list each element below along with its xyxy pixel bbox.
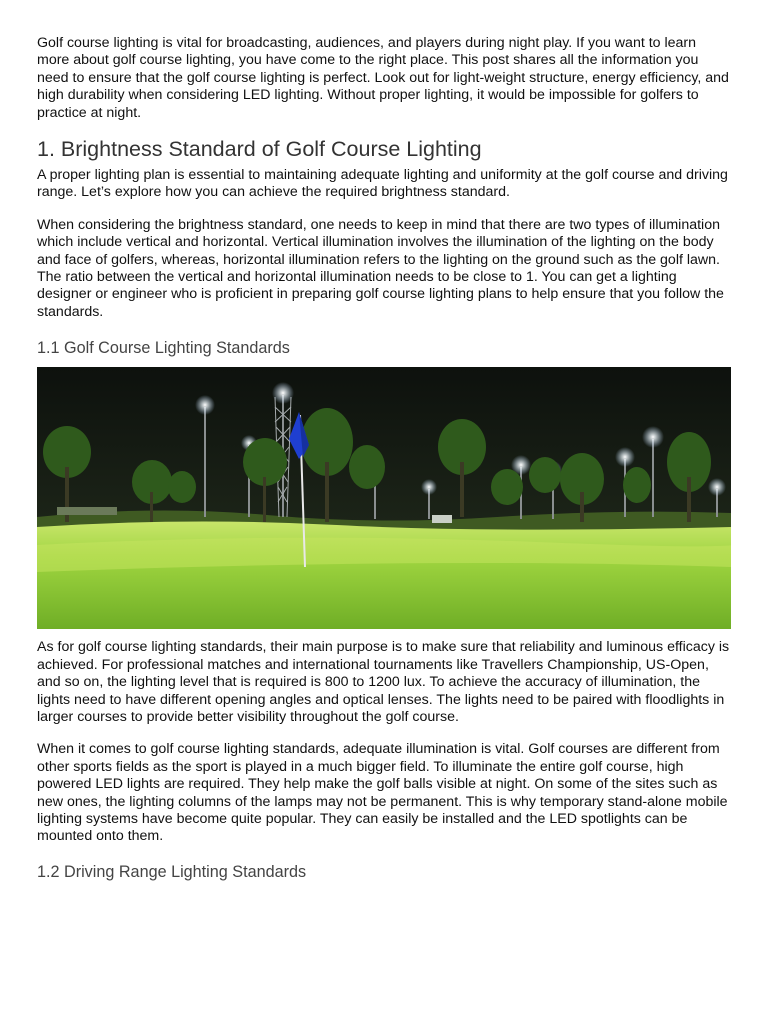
intro-paragraph: Golf course lighting is vital for broadcasting, audiences, and players during night play. If you want to learn more about golf course lighting, you have come to the right place. This post shares all the information you need to ensure that the golf course lighting is perfect. Look out for light-weight structure, energy efficiency, and high durability when considering LED lighting. Without proper lighting, it would be impossible for golfers to practice at night.: [37, 35, 729, 121]
section-1-paragraph-2: When considering the brightness standard, one needs to keep in mind that there are two types of illumination which include vertical and horizontal. Vertical illumination involves the illumination of the lighting on the body and face of golfers, whereas, horizontal illumination refers to the lighting on the ground such as the golf lawn. The ratio between the vertical and horizontal illumination needs to be close to 1. You can get a lighting designer or engineer who is proficient in preparing golf course lighting plans to help ensure that you follow the standards.: [37, 216, 724, 320]
section-1-1-paragraph-2: When it comes to golf course lighting standards, adequate illumination is vital. Golf courses are different from other sports fields as the sport is played in a much bigger field. To illuminate the entire golf course, high powered LED lights are required. They help make the golf balls visible at night. On some of the sites such as new ones, the lighting columns of the lamps may not be permanent. This is why temporary stand-alone mobile lighting systems have become quite popular. They can easily be installed and the LED spotlights can be mounted onto them.: [37, 741, 728, 845]
section-1-2-heading: 1.2 Driving Range Lighting Standards: [37, 862, 307, 881]
section-1-heading: 1. Brightness Standard of Golf Course Lighting: [37, 137, 482, 162]
section-1-1-heading: 1.1 Golf Course Lighting Standards: [37, 339, 290, 358]
golf-course-night-photo: [37, 367, 731, 629]
article: [37, 35, 731, 882]
section-1-paragraph-1: A proper lighting plan is essential to maintaining adequate lighting and uniformity at the golf course and driving range. Let’s explore how you can achieve the required brightness standard.: [37, 167, 728, 201]
section-1-1-paragraph-1: As for golf course lighting standards, their main purpose is to make sure that reliability and luminous efficacy is achieved. For professional matches and international tournaments like Travellers Championship, US-Open, and so on, the lighting level that is required is 800 to 1200 lux. To achieve the accuracy of illumination, the lights need to have different opening angles and optical lenses. The lights need to be paired with floodlights in larger courses to provide better visibility throughout the golf course.: [37, 639, 730, 725]
